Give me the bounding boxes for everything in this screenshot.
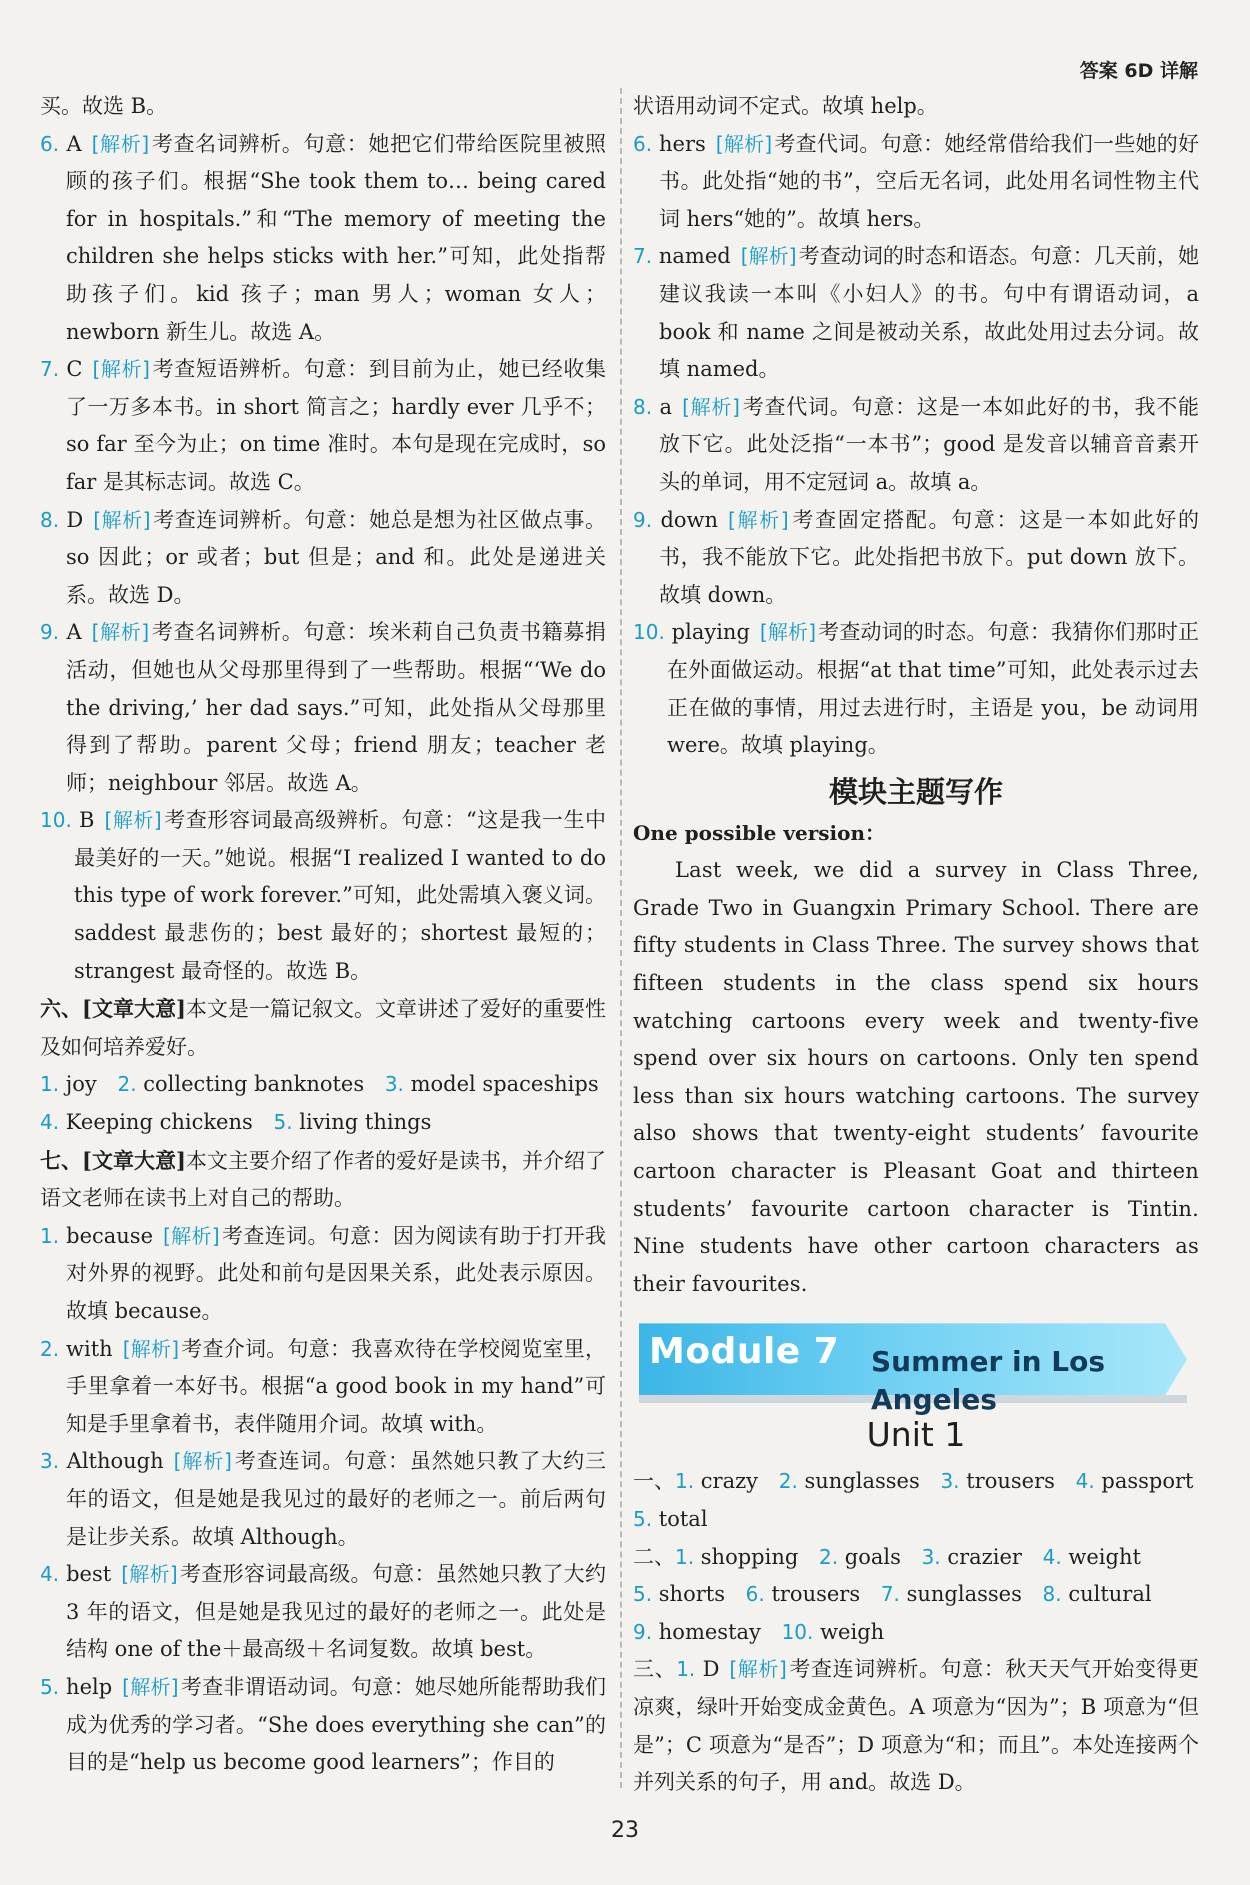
right-lead: 状语用动词不定式。故填 help。 [633, 94, 938, 118]
page-header: 答案 6D 详解 [1079, 60, 1198, 82]
analysis-tag: [解析] [91, 620, 150, 645]
left-lead: 买。故选 B。 [40, 94, 168, 118]
answer-item [40, 1669, 606, 1782]
answer-item [40, 126, 606, 352]
section-3-item [633, 1651, 1199, 1801]
answer-text: living things [299, 1110, 432, 1135]
section-1-row-1 [633, 1463, 1199, 1501]
analysis-tag: [解析] [91, 131, 150, 156]
answer-text: weight [1068, 1544, 1141, 1569]
answer-text: sunglasses [804, 1469, 920, 1494]
answer-number: 3. [940, 1469, 960, 1494]
analysis-tag: [解析] [93, 507, 151, 532]
answer-number: 1. [675, 1469, 695, 1494]
answer-text: a [659, 394, 673, 419]
analysis-text: 考查连词。句意：虽然她只教了大约三年的语文，但是她是我见过的最好的老师之一。前后两句是让步关系。故填 Although。 [66, 1449, 606, 1549]
answer-number: 4. [40, 1110, 60, 1135]
analysis-tag: [解析] [715, 131, 773, 156]
module-banner [639, 1323, 1199, 1416]
analysis-text: 考查连词。句意：因为阅读有助于打开我对外界的视野。此处和前句是因果关系，此处表示原因。故填 because。 [66, 1223, 607, 1323]
analysis-text: 考查形容词最高级辨析。句意：“这是我一生中最美好的一天。”她说。根据“I realized I wanted to do this type of work forever.”可知，此处需填入褒义词。saddest 最悲伤的；best 最好的；shortest 最短的；strangest 最奇怪的。故选 B。 [74, 808, 607, 983]
writing-label: One possible version： [633, 820, 885, 845]
answer-item [633, 238, 1199, 388]
answer-text: passport [1101, 1469, 1194, 1494]
analysis-tag: [解析] [173, 1449, 232, 1474]
answer-item [40, 1556, 606, 1669]
answer-text: A [66, 131, 82, 156]
section-6-summary [40, 990, 606, 1066]
left-answer-list-2 [40, 1218, 606, 1782]
answer-number: 8. [633, 394, 653, 419]
analysis-tag: [解析] [682, 394, 740, 419]
answer-text: shorts [658, 1582, 725, 1607]
analysis-text: 考查名词辨析。句意：埃米莉自己负责书籍募捐活动，但她也从父母那里得到了一些帮助。根据“‘We do the driving,’ her dad says.”可知，此处指从父母那里得到了帮助。parent 父母；friend 朋友；teacher 老师；neighbour 邻居。故选 A。 [66, 620, 606, 795]
answer-text: crazy [700, 1469, 759, 1494]
answer-text: collecting banknotes [143, 1072, 365, 1097]
answer-number: 1. [675, 1544, 695, 1569]
answer-number: 2. [117, 1072, 137, 1097]
analysis-text: 考查名词辨析。句意：她把它们带给医院里被照顾的孩子们。根据“She took them to… being cared for in hospitals.”和“The memory of meeting the children she helps sticks with her.”可知，此处指帮助孩子们。kid 孩子；man 男人；woman 女人；newborn 新生儿。故选 A。 [66, 131, 606, 344]
left-answer-list-1 [40, 126, 606, 991]
answer-number: 1. [40, 1072, 60, 1097]
analysis-text: 考查动词的时态。句意：我猜你们那时正在外面做运动。根据“at that time”可知，此处表示过去正在做的事情，用过去进行时，主语是 you，be 动词用 were。故填 playing。 [667, 620, 1199, 758]
answer-item [633, 502, 1199, 615]
answer-number: 5. [40, 1674, 60, 1699]
section-7-head: 七、[文章大意] [40, 1147, 186, 1173]
analysis-text: 考查固定搭配。句意：这是一本如此好的书，我不能放下它。此处指把书放下。put down 放下。故填 down。 [659, 507, 1199, 607]
answer-number: 5. [273, 1110, 293, 1135]
module-title: Module 7 [649, 1331, 840, 1373]
section-2-row-2 [633, 1576, 1199, 1614]
answer-item [633, 614, 1199, 764]
section-7-summary [40, 1142, 606, 1218]
analysis-text: 考查动词的时态和语态。句意：几天前，她建议我读一本叫《小妇人》的书。句中有谓语动词，a book 和 name 之间是被动关系，故此处用过去分词。故填 named。 [659, 244, 1200, 382]
section-label: 三、 [633, 1657, 677, 1682]
analysis-tag: [解析] [92, 357, 150, 382]
answer-number: 6. [745, 1582, 765, 1607]
answer-text: with [66, 1336, 113, 1361]
answer-number: 3. [40, 1449, 60, 1474]
answer-number: 1. [676, 1657, 696, 1682]
analysis-text: 考查非谓语动词。句意：她尽她所能帮助我们成为优秀的学习者。“She does everything she can”的目的是“help us become good learners”；作目的 [66, 1674, 606, 1775]
section-label: 二、 [633, 1544, 675, 1569]
answer-item [40, 1443, 606, 1556]
answer-text: named [658, 244, 731, 269]
section-6-head: 六、[文章大意] [40, 996, 186, 1022]
answer-text: sunglasses [906, 1582, 1022, 1607]
analysis-tag: [解析] [121, 1562, 178, 1587]
answer-text: homestay [658, 1619, 761, 1644]
right-column [633, 88, 1199, 1802]
answer-number: 9. [40, 620, 60, 645]
unit-title: Unit 1 [866, 1415, 966, 1455]
answer-item [633, 126, 1199, 239]
writing-title: 模块主题写作 [828, 774, 1003, 809]
answer-number: 10. [633, 620, 665, 645]
analysis-text: 考查形容词最高级。句意：虽然她只教了大约 3 年的语文，但是她是我见过的最好的老师之一。此处是结构 one of the＋最高级＋名词复数。故填 best。 [66, 1562, 606, 1662]
module-subtitle: Summer in Los Angeles [871, 1345, 1106, 1416]
analysis-tag: [解析] [729, 1657, 787, 1682]
answer-number: 2. [778, 1469, 798, 1494]
section-2-row-1 [633, 1539, 1199, 1577]
analysis-tag: [解析] [122, 1674, 179, 1699]
answer-text: goals [844, 1544, 901, 1569]
section-2-row-3 [633, 1614, 1199, 1652]
answer-number: 5. [633, 1507, 653, 1531]
answer-number: 10. [781, 1619, 814, 1644]
analysis-text: 考查连词辨析。句意：她总是想为社区做点事。so 因此；or 或者；but 但是；and 和。此处是递进关系。故选 D。 [66, 507, 607, 607]
answer-text: model spaceships [410, 1072, 599, 1097]
answer-text: C [66, 357, 83, 382]
answer-number: 7. [880, 1582, 900, 1607]
answer-text: best [66, 1562, 112, 1587]
analysis-tag: [解析] [728, 507, 789, 532]
section-6-answers-row-2 [40, 1104, 606, 1142]
section-1-row-2 [633, 1501, 1199, 1539]
answer-text: B [79, 808, 95, 833]
answer-number: 10. [40, 808, 72, 833]
answer-number: 8. [1042, 1582, 1062, 1607]
answer-number: 8. [40, 507, 60, 532]
answer-number: 4. [40, 1562, 60, 1587]
answer-text: weigh [820, 1619, 885, 1644]
column-divider [620, 88, 622, 1788]
answer-text: crazier [947, 1544, 1022, 1569]
answer-text: trousers [771, 1582, 861, 1607]
answer-number: 5. [633, 1582, 653, 1607]
answer-item [40, 1218, 606, 1331]
answer-item [40, 351, 606, 501]
answer-item [40, 1331, 606, 1444]
left-column [40, 88, 606, 1782]
answer-item [40, 802, 606, 990]
analysis-tag: [解析] [740, 244, 797, 269]
answer-item [40, 502, 606, 615]
answer-item [633, 389, 1199, 502]
writing-essay: Last week, we did a survey in Class Three, Grade Two in Guangxin Primary School. There are fifty students in Class Three. The survey shows that fifteen students in the class spend six hours watching cartoons every week and twenty-five spend over six hours on cartoons. Only ten spend less than six hours watching cartoons. The survey also shows that twenty-eight students’ favourite cartoon character is Pleasant Goat and thirteen students’ favourite cartoon character is Tintin. Nine students have other cartoon characters as their favourites. [633, 858, 1199, 1296]
answer-number: 2. [818, 1544, 839, 1569]
answer-text: total [658, 1507, 708, 1531]
right-answer-list-1 [633, 126, 1199, 765]
answer-number: 1. [40, 1223, 60, 1248]
answer-number: 3. [921, 1544, 941, 1569]
analysis-text: 考查代词。句意：她经常借给我们一些她的好书。此处指“她的书”，空后无名词，此处用名词性物主代词 hers“她的”。故填 hers。 [659, 131, 1199, 231]
answer-number: 6. [40, 131, 60, 156]
section-7-text: 本文主要介绍了作者的爱好是读书，并介绍了语文老师在读书上对自己的帮助。 [40, 1148, 606, 1211]
answer-text: Although [66, 1449, 164, 1474]
answer-text: because [66, 1223, 154, 1248]
answer-number: 3. [384, 1072, 404, 1097]
answer-number: 9. [633, 1619, 653, 1644]
answer-number: 2. [40, 1336, 60, 1361]
section-6-text: 本文是一篇记叙文。文章讲述了爱好的重要性及如何培养爱好。 [40, 997, 606, 1059]
answer-number: 9. [633, 507, 653, 532]
answer-number: 7. [40, 357, 60, 382]
answer-text: D [66, 507, 84, 532]
section-6-answers-row-1 [40, 1066, 606, 1104]
answer-text: down [660, 507, 719, 532]
answer-text: shopping [700, 1544, 799, 1569]
answer-text: trousers [966, 1469, 1055, 1494]
section-label: 一、 [633, 1469, 675, 1494]
answer-text: help [66, 1674, 113, 1699]
answer-text: hers [659, 131, 706, 156]
answer-number: 4. [1075, 1469, 1095, 1494]
analysis-tag: [解析] [122, 1336, 180, 1361]
answer-number: 6. [633, 131, 653, 156]
analysis-text: 考查代词。句意：这是一本如此好的书，我不能放下它。此处泛指“一本书”；good 是发音以辅音音素开头的单词，用不定冠词 a。故填 a。 [659, 394, 1200, 494]
page-number: 23 [611, 1818, 639, 1843]
analysis-text: 考查介词。句意：我喜欢待在学校阅览室里，手里拿着一本好书。根据“a good book in my hand”可知是手里拿着书，表伴随用介词。故填 with。 [66, 1336, 607, 1436]
answer-text: playing [671, 620, 750, 645]
answer-text: A [66, 620, 82, 645]
answer-item [40, 614, 606, 802]
answer-text: joy [65, 1072, 97, 1097]
analysis-tag: [解析] [104, 808, 162, 833]
answer-number: 4. [1042, 1544, 1062, 1569]
answer-text: D [702, 1657, 720, 1682]
answer-number: 7. [633, 244, 653, 269]
analysis-text: 考查短语辨析。句意：到目前为止，她已经收集了一万多本书。in short 简言之；hardly ever 几乎不；so far 至今为止；on time 准时。本句是现在完成时，so far 是其标志词。故选 C。 [66, 357, 606, 494]
answer-text: Keeping chickens [65, 1110, 253, 1135]
analysis-tag: [解析] [759, 620, 816, 645]
analysis-tag: [解析] [163, 1223, 220, 1248]
analysis-text: 考查连词辨析。句意：秋天天气开始变得更凉爽，绿叶开始变成金黄色。A 项意为“因为”；B 项意为“但是”；C 项意为“是否”；D 项意为“和；而且”。本处连接两个并列关系的句子，用 and。故选 D。 [633, 1657, 1200, 1795]
answer-text: cultural [1068, 1582, 1152, 1607]
